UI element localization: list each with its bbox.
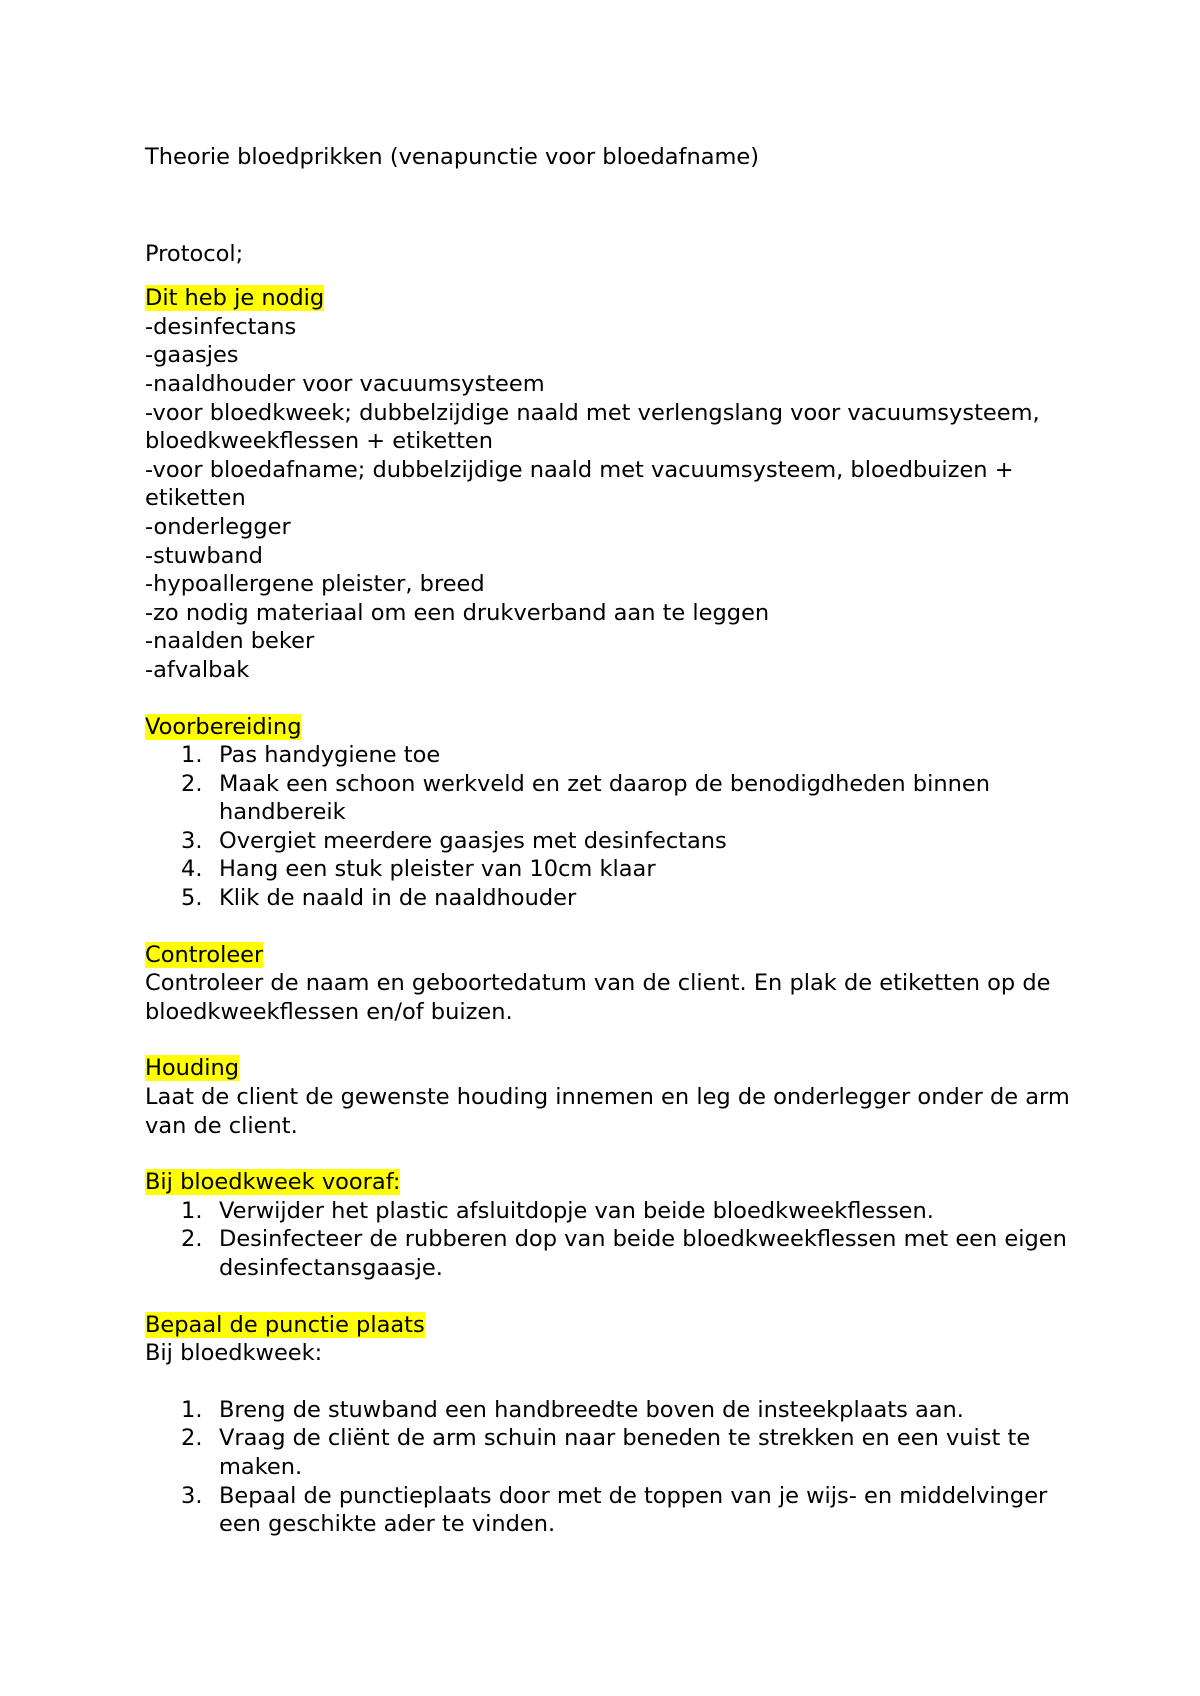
list-item (145, 855, 1085, 884)
list-item (145, 1225, 1085, 1282)
vooraf-list (145, 1197, 1085, 1283)
list-number: 1. (181, 1197, 203, 1224)
supply-item: -desinfectans (145, 313, 297, 340)
section-vooraf (145, 1168, 1085, 1282)
section-nodig (145, 284, 1085, 684)
list-number: 2. (181, 1226, 203, 1253)
list-number: 1. (181, 742, 203, 769)
list-text: Breng de stuwband een handbreedte boven de insteekplaats aan. (219, 1396, 964, 1423)
document-title: Theorie bloedprikken (venapunctie voor bloedafname) (145, 144, 760, 170)
section-heading-voorbereiding: Voorbereiding (145, 713, 302, 740)
list-item (145, 827, 1085, 856)
list-item (145, 1482, 1085, 1539)
section-controleer (145, 941, 1085, 1027)
list-number: 4. (181, 856, 203, 883)
list-item (145, 770, 1085, 827)
list-text: Pas handygiene toe (219, 742, 441, 769)
protocol-label: Protocol; (145, 240, 244, 267)
list-item (145, 1424, 1085, 1481)
list-number: 3. (181, 827, 203, 854)
list-text: Hang een stuk pleister van 10cm klaar (219, 856, 656, 883)
section-subheading-punctie: Bij bloedkweek: (145, 1340, 323, 1367)
list-number: 3. (181, 1482, 203, 1509)
voorbereiding-list (145, 741, 1085, 913)
section-heading-nodig: Dit heb je nodig (145, 285, 325, 312)
list-number: 2. (181, 770, 203, 797)
section-text-houding: Laat de client de gewenste houding innemen en leg de onderlegger onder de arm van de client. (145, 1084, 1070, 1139)
supply-item: -voor bloedkweek; dubbelzijdige naald met verlengslang voor vacuumsysteem, bloedkweekflessen + etiketten (145, 399, 1040, 455)
punctie-list (145, 1396, 1085, 1539)
list-item (145, 884, 1085, 913)
section-heading-controleer: Controleer (145, 941, 264, 968)
section-punctie (145, 1311, 1085, 1539)
section-text-controleer: Controleer de naam en geboortedatum van de client. En plak de etiketten op de bloedkweekflessen en/of buizen. (145, 970, 1051, 1025)
list-text: Overgiet meerdere gaasjes met desinfectans (219, 827, 727, 854)
section-voorbereiding (145, 713, 1085, 913)
list-text: Verwijder het plastic afsluitdopje van beide bloedkweekflessen. (219, 1197, 934, 1224)
list-text: Bepaal de punctieplaats door met de toppen van je wijs- en middelvinger een geschikte ader te vinden. (219, 1482, 1048, 1538)
section-houding (145, 1054, 1085, 1140)
supply-item: -stuwband (145, 542, 263, 569)
supply-item: -gaasjes (145, 342, 239, 369)
list-item (145, 1396, 1085, 1425)
list-text: Klik de naald in de naaldhouder (219, 885, 577, 912)
list-number: 5. (181, 885, 203, 912)
list-text: Desinfecteer de rubberen dop van beide bloedkweekflessen met een eigen desinfectansgaasje. (219, 1226, 1067, 1281)
supply-item: -afvalbak (145, 656, 250, 683)
supply-item: -onderlegger (145, 513, 291, 540)
section-heading-punctie: Bepaal de punctie plaats (145, 1311, 425, 1338)
list-number: 2. (181, 1425, 203, 1452)
supply-item: -hypoallergene pleister, breed (145, 571, 485, 598)
section-heading-houding: Houding (145, 1055, 240, 1082)
supply-item: -naaldhouder voor vacuumsysteem (145, 370, 545, 397)
supply-item: -voor bloedafname; dubbelzijdige naald met vacuumsysteem, bloedbuizen + etiketten (145, 456, 1014, 512)
section-heading-vooraf: Bij bloedkweek vooraf: (145, 1169, 401, 1196)
list-number: 1. (181, 1396, 203, 1423)
list-text: Vraag de cliënt de arm schuin naar beneden te strekken en een vuist te maken. (219, 1425, 1031, 1480)
supply-item: -naalden beker (145, 628, 315, 655)
list-item (145, 1197, 1085, 1226)
list-item (145, 741, 1085, 770)
supply-item: -zo nodig materiaal om een drukverband aan te leggen (145, 599, 770, 626)
document-page (145, 143, 1085, 1539)
list-text: Maak een schoon werkveld en zet daarop de benodigdheden binnen handbereik (219, 770, 990, 826)
